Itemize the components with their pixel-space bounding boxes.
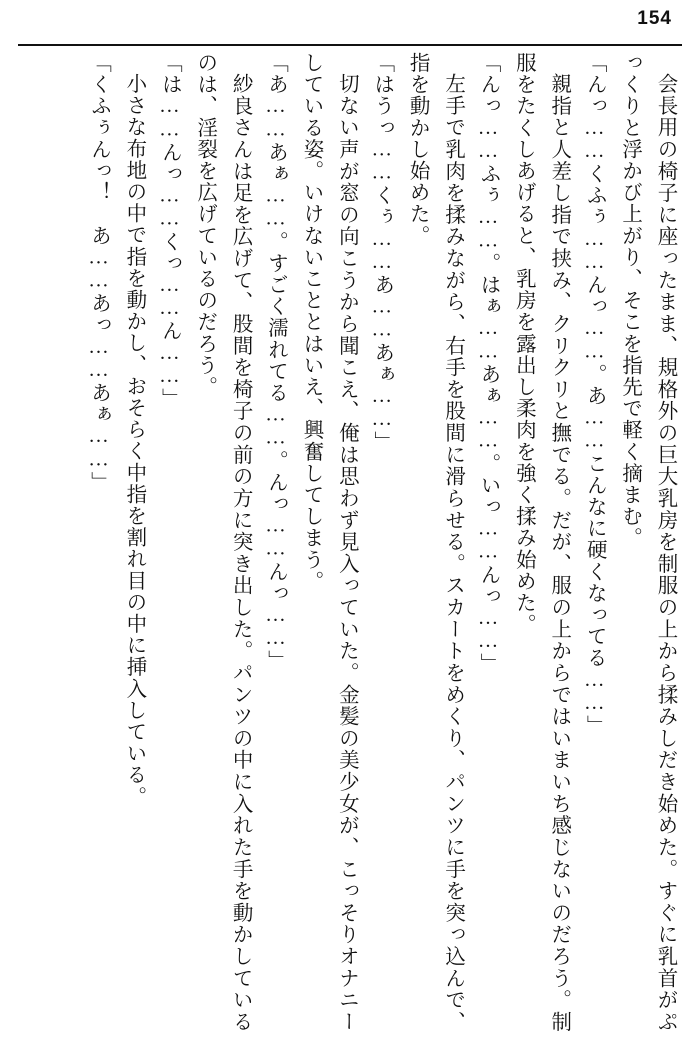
paragraph: 紗良さんは足を広げて、股間を椅子の前の方に突き出した。パンツの中に入れた手を動かしているのは、淫裂を広げているのだろう。 (193, 52, 252, 1032)
paragraph: 「んっ……くふぅ……んっ……。あ……こんなに硬くなってる……」 (583, 52, 606, 737)
paragraph: 「あ……あぁ……。すごく濡れてる……。んっ……んっ……」 (264, 52, 287, 672)
paragraph: 小さな布地の中で指を動かし、おそらく中指を割れ目の中に挿入している。 (122, 72, 145, 807)
paragraph: 左手で乳肉を揉みながら、右手を股間に滑らせる。スカートをめくり、パンツに手を突っ込んで、指を動かし始めた。 (406, 52, 464, 1032)
page-number: 154 (637, 8, 672, 29)
paragraph: 「くふぅんっ！ あ……あっ……あぁ……」 (87, 52, 110, 493)
paragraph: 会長用の椅子に座ったまま、規格外の巨大乳房を制服の上から揉みしだき始めた。すぐに乳首がぷっくりと浮かび上がり、そこを指先で軽く摘まむ。 (618, 52, 676, 1032)
header-rule (18, 44, 682, 46)
body-text (18, 52, 682, 1032)
paragraph: 「んっ……ふぅ……。はぁ……あぁ……。いっ……んっ……」 (476, 52, 499, 675)
paragraph: 切ない声が窓の向こうから聞こえ、俺は思わず見入っていた。金髪の美少女が、こっそりオナニーしている姿。いけないこととはいえ、興奮してしまう。 (299, 52, 358, 1032)
paragraph: 「はうっ……くぅ……あ……あぁ……」 (370, 52, 393, 453)
paragraph: 「は……んっ……くっ……ん……」 (158, 52, 181, 410)
paragraph: 親指と人差し指で挟み、クリクリと撫でる。だが、服の上からではいまいち感じないのだろう。制服をたくしあげると、乳房を露出し柔肉を強く揉み始めた。 (512, 52, 570, 1032)
